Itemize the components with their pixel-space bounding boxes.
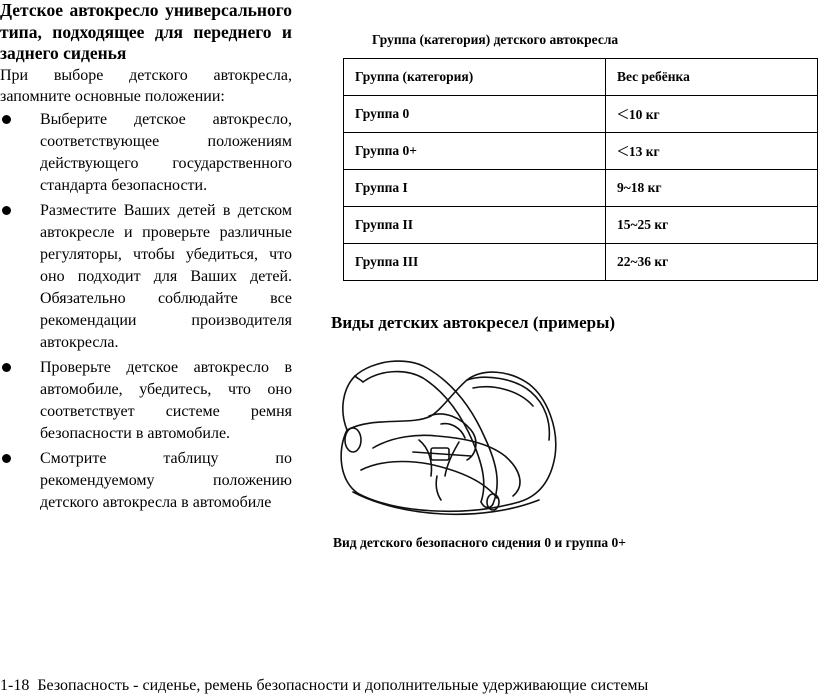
weight-value: 10 кг	[628, 106, 660, 122]
table-row	[344, 170, 818, 207]
bullet-text: Выберите детское автокресло, соответствующее положениям действующего государственного стандарта безопасности.	[40, 110, 292, 194]
weight-value: 9~18 кг	[617, 180, 662, 195]
bullet-icon	[2, 454, 11, 463]
weight-value: 15~25 кг	[617, 217, 669, 232]
table-row	[344, 133, 818, 170]
list-item	[0, 448, 292, 514]
bullet-text: Разместите Ваших детей в детском автокресле и проверьте различные регуляторы, чтобы убедиться, что оно подходит для Ваших детей. Обязательно соблюдайте все рекомендации производителя автокресла.	[40, 201, 292, 351]
table-row	[344, 96, 818, 133]
less-than-sign: <	[617, 101, 629, 126]
weight-cell	[606, 96, 818, 133]
group-cell: Группа I	[344, 170, 606, 207]
page-number: 1-18	[0, 677, 30, 694]
child-seat-group-table	[343, 58, 818, 281]
less-than-sign: <	[617, 138, 629, 163]
table-caption: Группа (категория) детского автокресла	[372, 32, 619, 47]
column-header-weight: Вес ребёнка	[606, 59, 818, 96]
group-cell: Группа 0	[344, 96, 606, 133]
group-cell: Группа 0+	[344, 133, 606, 170]
footer-section-text: Безопасность - сиденье, ремень безопасности и дополнительные удерживающие системы	[37, 677, 649, 694]
intro-paragraph: При выборе детского автокресла, запомните основные положении:	[0, 66, 292, 105]
figure-caption: Вид детского безопасного сидения 0 и группа 0+	[333, 535, 626, 550]
bullet-text: Проверьте детское автокресло в автомобиле, убедитесь, что оно соответствует системе ремня безопасности в автомобиле.	[40, 358, 292, 442]
list-item	[0, 109, 292, 197]
weight-value: 22~36 кг	[617, 254, 669, 269]
weight-cell	[606, 133, 818, 170]
table-row	[344, 244, 818, 281]
table-row	[344, 207, 818, 244]
column-header-group: Группа (категория)	[344, 59, 606, 96]
group-cell: Группа III	[344, 244, 606, 281]
bullet-icon	[2, 363, 11, 372]
page-footer	[0, 677, 648, 695]
table-header-row	[344, 59, 818, 96]
weight-value: 13 кг	[628, 143, 660, 159]
list-item	[0, 357, 292, 445]
bullet-text: Смотрите таблицу по рекомендуемому положению детского автокресла в автомобиле	[40, 449, 292, 511]
section-heading: Детское автокресло универсального типа, подходящее для переднего и заднего сиденья	[0, 0, 292, 63]
bullet-icon	[2, 206, 11, 215]
examples-title: Виды детских автокресел (примеры)	[331, 313, 616, 332]
weight-cell	[606, 207, 818, 244]
bullet-list	[0, 109, 292, 514]
infant-car-seat-illustration	[333, 352, 565, 524]
weight-cell	[606, 170, 818, 207]
group-cell: Группа II	[344, 207, 606, 244]
left-column	[0, 0, 292, 517]
weight-cell	[606, 244, 818, 281]
list-item	[0, 200, 292, 354]
bullet-icon	[2, 115, 11, 124]
